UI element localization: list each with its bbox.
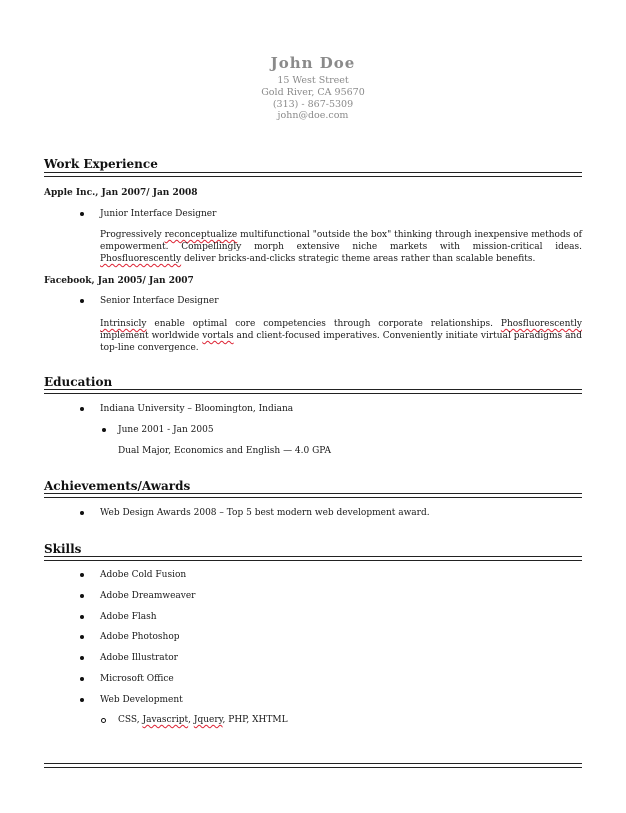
bullet-icon	[102, 428, 106, 432]
bullet-icon	[80, 407, 84, 411]
section-rule	[44, 389, 582, 394]
bullet-icon	[80, 635, 84, 639]
section-rule	[44, 493, 582, 498]
education-detail: Dual Major, Economics and English — 4.0 GPA	[118, 446, 332, 456]
work-company-2: Facebook, Jan 2005/ Jan 2007	[44, 276, 194, 286]
bullet-icon	[80, 656, 84, 660]
section-rule	[44, 556, 582, 561]
footer-rule	[44, 763, 582, 768]
section-title-awards: Achievements/Awards	[44, 479, 191, 493]
education-dates: June 2001 - Jan 2005	[118, 425, 214, 435]
section-rule	[44, 172, 582, 177]
award-item: Web Design Awards 2008 – Top 5 best modern web development award.	[100, 508, 430, 518]
skill-item: Web Development	[100, 695, 183, 705]
section-title-education: Education	[44, 375, 113, 389]
skill-item: Adobe Illustrator	[100, 653, 178, 663]
address-line-2: Gold River, CA 95670	[261, 87, 365, 98]
work-company-1: Apple Inc., Jan 2007/ Jan 2008	[44, 188, 198, 198]
address-line-1: 15 West Street	[277, 75, 349, 86]
work-desc-1: Progressively reconceptualize multifunctional "outside the box" thinking through inexpensive methods of empowerment. Compellingly morph extensive niche markets with mission-critical ideas. Phosfluorescently deliver bricks-and-clicks strategic theme areas rather than scalable benefits.	[100, 230, 582, 264]
hollow-bullet-icon	[101, 718, 106, 723]
work-role-2: Senior Interface Designer	[100, 296, 219, 306]
phone: (313) - 867-5309	[272, 99, 354, 110]
skill-item: Microsoft Office	[100, 674, 174, 684]
education-school: Indiana University – Bloomington, Indiana	[100, 404, 294, 414]
bullet-icon	[80, 299, 84, 303]
skill-item: Adobe Cold Fusion	[100, 570, 187, 580]
section-title-work: Work Experience	[44, 157, 158, 171]
bullet-icon	[80, 698, 84, 702]
bullet-icon	[80, 573, 84, 577]
skill-item: Adobe Photoshop	[100, 632, 180, 642]
web-dev-subitem: CSS, Javascript, Jquery, PHP, XHTML	[118, 715, 288, 725]
work-desc-2: Intrinsicly enable optimal core competencies through corporate relationships. Phosfluorescently implement worldwide vortals and client-focused imperatives. Conveniently initiate virtual paradigms and top-line convergence.	[100, 319, 582, 353]
skill-item: Adobe Dreamweaver	[100, 591, 196, 601]
email: john@doe.com	[277, 110, 349, 121]
bullet-icon	[80, 677, 84, 681]
section-title-skills: Skills	[44, 542, 82, 556]
bullet-icon	[80, 594, 84, 598]
work-role-1: Junior Interface Designer	[100, 209, 217, 219]
bullet-icon	[80, 615, 84, 619]
skill-item: Adobe Flash	[100, 612, 157, 622]
resume-name: John Doe	[270, 54, 356, 72]
bullet-icon	[80, 511, 84, 515]
bullet-icon	[80, 212, 84, 216]
